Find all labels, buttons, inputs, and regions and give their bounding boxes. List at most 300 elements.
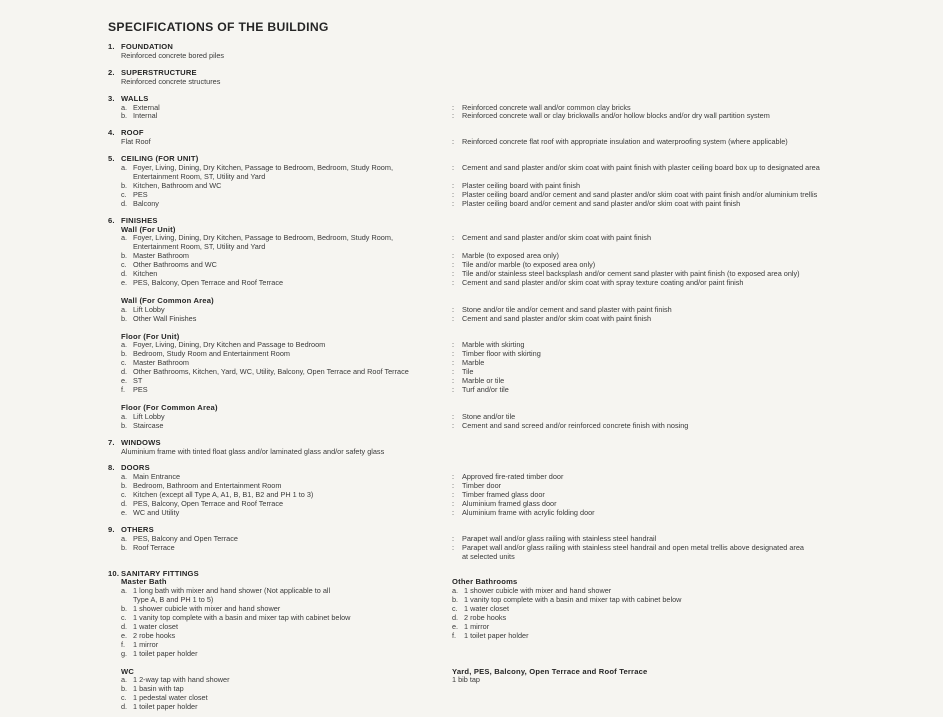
group-heading: Floor (For Unit) xyxy=(121,331,180,341)
item-letter: b. xyxy=(121,684,128,694)
colon: : xyxy=(452,163,455,173)
spec-label-cell xyxy=(121,386,452,395)
colon: : xyxy=(452,137,455,147)
list-item xyxy=(121,632,452,641)
section-title: OTHERS xyxy=(121,524,154,534)
item-letter: a. xyxy=(121,411,128,421)
item-label xyxy=(133,544,452,562)
item-letter: c. xyxy=(121,260,127,270)
item-label-line: Lift Lobby xyxy=(133,411,165,421)
section-finishes xyxy=(108,217,918,431)
page-title: SPECIFICATIONS OF THE BUILDING xyxy=(108,20,329,34)
item-label-line: External xyxy=(133,102,160,112)
item-label-line: Kitchen xyxy=(133,269,158,279)
item-label xyxy=(133,315,452,324)
item-label-line: ST xyxy=(133,376,143,386)
spec-label-cell xyxy=(121,164,452,182)
section-body xyxy=(108,104,918,122)
fittings-row xyxy=(121,578,918,658)
item-value-line: Marble xyxy=(462,358,485,368)
item-label-line: Staircase xyxy=(133,420,164,430)
section-number: 9. xyxy=(108,524,115,534)
section-number: 2. xyxy=(108,67,115,77)
colon: : xyxy=(452,304,455,314)
section-roof xyxy=(108,129,918,147)
section-number: 6. xyxy=(108,215,115,225)
colon: : xyxy=(452,111,455,121)
item-label-line: Lift Lobby xyxy=(133,304,165,314)
spec-page xyxy=(108,20,918,712)
spec-label-cell xyxy=(121,509,452,518)
section-body xyxy=(108,138,918,147)
item-label xyxy=(133,413,452,422)
group-heading: Floor (For Common Area) xyxy=(121,402,218,412)
item-value xyxy=(462,112,918,121)
section-number: 7. xyxy=(108,437,115,447)
item-text-line: 1 mirror xyxy=(464,621,490,631)
item-text xyxy=(133,587,452,605)
section-number: 8. xyxy=(108,463,115,473)
spec-label-cell xyxy=(121,182,452,191)
item-value-line: Aluminium framed glass door xyxy=(462,499,557,509)
item-label-line: Bedroom, Study Room and Entertainment Room xyxy=(133,349,290,359)
colon: : xyxy=(452,251,455,261)
item-letter: c. xyxy=(121,358,127,368)
item-label-line: PES xyxy=(133,189,148,199)
colon: : xyxy=(452,102,455,112)
colon: : xyxy=(452,277,455,287)
item-label xyxy=(133,422,452,431)
group-heading: WC xyxy=(121,666,135,676)
item-label-line: Entertainment Room, ST, Utility and Yard xyxy=(133,242,266,252)
section-number: 1. xyxy=(108,42,115,51)
item-value xyxy=(462,386,918,395)
item-label-line: Master Bathroom xyxy=(133,251,189,261)
colon: : xyxy=(452,385,455,394)
item-letter: b. xyxy=(121,111,128,121)
colon: : xyxy=(452,313,455,323)
item-label xyxy=(133,261,452,270)
spec-row xyxy=(121,315,918,324)
colon: : xyxy=(452,233,455,243)
item-letter: b. xyxy=(452,595,459,605)
section-title: FOUNDATION xyxy=(121,42,174,51)
item-value xyxy=(462,473,918,482)
spec-row xyxy=(121,509,918,518)
spec-label-cell xyxy=(121,104,452,113)
item-text xyxy=(464,614,918,623)
item-text xyxy=(464,623,918,632)
item-letter: d. xyxy=(121,499,128,509)
colon: : xyxy=(452,472,455,482)
colon: : xyxy=(452,420,455,430)
item-value-line: Tile xyxy=(462,367,474,377)
section-sanitary-fittings xyxy=(108,570,918,713)
colon: : xyxy=(452,358,455,368)
item-label-line: Other Bathrooms, Kitchen, Yard, WC, Utility, Balcony, Open Terrace and Roof Terrace xyxy=(133,367,409,377)
spec-label-cell xyxy=(121,315,452,324)
group-heading: Other Bathrooms xyxy=(452,577,518,587)
item-letter: f. xyxy=(452,630,457,640)
spec-label-cell xyxy=(121,368,452,377)
section-body xyxy=(108,52,918,61)
item-letter: b. xyxy=(121,180,128,190)
item-letter: b. xyxy=(121,420,128,430)
wc-block xyxy=(121,668,452,713)
item-label-line: Foyer, Living, Dining, Dry Kitchen, Passage to Bedroom, Bedroom, Study Room, xyxy=(133,233,393,243)
item-value-line: Parapet wall and/or glass railing with stainless steel handrail and open metal trellis above designated area xyxy=(462,542,804,552)
item-value xyxy=(462,359,918,368)
item-value-line: Tile and/or marble (to exposed area only) xyxy=(462,260,596,270)
spec-row xyxy=(121,279,918,288)
section-doors xyxy=(108,464,918,517)
item-text xyxy=(133,623,452,632)
item-letter: c. xyxy=(121,490,127,500)
item-letter: d. xyxy=(121,621,128,631)
other-bathrooms-block xyxy=(452,578,918,658)
item-text xyxy=(133,632,452,641)
item-value xyxy=(462,544,918,562)
item-letter: d. xyxy=(121,198,128,208)
section-title: SUPERSTRUCTURE xyxy=(121,67,197,77)
item-value xyxy=(462,377,918,386)
item-letter: a. xyxy=(121,340,128,350)
item-value-line: Cement and sand screed and/or reinforced concrete finish with nosing xyxy=(462,420,689,430)
item-letter: a. xyxy=(452,586,459,596)
item-letter: d. xyxy=(121,702,128,712)
item-text-line: 1 toilet paper holder xyxy=(133,648,198,658)
spec-row xyxy=(121,377,918,386)
item-value-line: Cement and sand plaster and/or skim coat with paint finish xyxy=(462,313,652,323)
spec-row xyxy=(121,368,918,377)
item-label-line: PES, Balcony, Open Terrace and Roof Terrace xyxy=(133,499,284,509)
item-text xyxy=(464,605,918,614)
section-heading xyxy=(108,69,918,78)
section-title: ROOF xyxy=(121,128,144,138)
spec-row xyxy=(121,112,918,121)
section-title: CEILING (FOR UNIT) xyxy=(121,154,199,164)
group-heading: Wall (For Unit) xyxy=(121,224,176,234)
item-label-line: Balcony xyxy=(133,198,159,208)
section-body xyxy=(108,164,918,209)
item-letter: c. xyxy=(121,613,127,623)
colon: : xyxy=(452,367,455,377)
item-label-line: PES, Balcony, Open Terrace and Roof Terrace xyxy=(133,277,284,287)
item-text-line: 1 water closet xyxy=(133,621,179,631)
group-heading: Master Bath xyxy=(121,577,167,587)
item-text-line: 2 robe hooks xyxy=(133,630,176,640)
item-label-line: Foyer, Living, Dining, Dry Kitchen, Passage to Bedroom, Bedroom, Study Room, xyxy=(133,163,393,173)
spec-row xyxy=(121,350,918,359)
item-letter: a. xyxy=(121,533,128,543)
section-superstructure xyxy=(108,69,918,87)
item-letter: f. xyxy=(121,639,126,649)
item-value xyxy=(462,509,918,518)
item-label xyxy=(133,200,452,209)
item-value xyxy=(462,368,918,377)
item-letter: e. xyxy=(452,621,459,631)
spec-row xyxy=(121,544,918,562)
item-letter: a. xyxy=(121,675,128,685)
item-letter: c. xyxy=(121,189,127,199)
item-value-line: Marble or tile xyxy=(462,376,505,386)
item-label-line: Master Bathroom xyxy=(133,358,189,368)
item-value xyxy=(462,350,918,359)
section-body xyxy=(108,226,918,431)
item-label-line: Internal xyxy=(133,111,158,121)
section-heading xyxy=(108,217,918,226)
item-text-line: 1 mirror xyxy=(133,639,159,649)
item-value-line: Aluminium frame with acrylic folding door xyxy=(462,507,595,517)
item-letter: a. xyxy=(121,304,128,314)
spec-label-cell xyxy=(121,234,452,252)
item-text xyxy=(133,703,452,712)
section-text: Reinforced concrete structures xyxy=(121,76,221,86)
item-label: Flat Roof xyxy=(121,137,151,147)
list-item xyxy=(452,596,918,605)
item-value-line: Timber framed glass door xyxy=(462,490,545,500)
item-label xyxy=(133,104,452,113)
item-text xyxy=(464,596,918,605)
yard-text: 1 bib tap xyxy=(452,675,480,685)
colon: : xyxy=(452,349,455,359)
item-value-line: Plaster ceiling board with paint finish xyxy=(462,180,581,190)
section-number: 3. xyxy=(108,93,115,103)
item-text-line: 1 pedestal water closet xyxy=(133,693,208,703)
section-number: 4. xyxy=(108,128,115,138)
colon: : xyxy=(452,376,455,386)
item-letter: a. xyxy=(121,233,128,243)
item-letter: a. xyxy=(121,163,128,173)
item-letter: b. xyxy=(121,604,128,614)
section-number: 5. xyxy=(108,154,115,164)
item-value-line: Stone and/or tile and/or cement and sand plaster with paint finish xyxy=(462,304,672,314)
item-letter: b. xyxy=(121,251,128,261)
colon: : xyxy=(452,481,455,491)
item-text-line: 1 shower cubicle with mixer and hand shower xyxy=(133,604,281,614)
item-text-line: 1 long bath with mixer and hand shower (Not applicable to all xyxy=(133,586,331,596)
list-item xyxy=(452,605,918,614)
item-label-line: Kitchen (except all Type A, A1, B, B1, B2 and PH 1 to 3) xyxy=(133,490,314,500)
item-value-line: Parapet wall and/or glass railing with stainless steel handrail xyxy=(462,533,657,543)
item-text-line: 1 vanity top complete with a basin and mixer tap with cabinet below xyxy=(133,613,351,623)
section-text: Reinforced concrete bored piles xyxy=(121,50,225,60)
item-text-line: Type A, B and PH 1 to 5) xyxy=(133,595,214,605)
item-text xyxy=(133,614,452,623)
item-label xyxy=(133,112,452,121)
item-value-line: Marble (to exposed area only) xyxy=(462,251,559,261)
item-text xyxy=(464,632,918,641)
section-title: WALLS xyxy=(121,93,149,103)
item-value-line: Reinforced concrete wall or clay brickwalls and/or hollow blocks and/or dry wall partition system xyxy=(462,111,770,121)
colon: : xyxy=(452,180,455,190)
item-value xyxy=(462,422,918,431)
item-letter: d. xyxy=(452,613,459,623)
item-label-line: Roof Terrace xyxy=(133,542,175,552)
spec-label-cell xyxy=(121,544,452,562)
section-title: SANITARY FITTINGS xyxy=(121,568,199,578)
colon: : xyxy=(452,189,455,199)
spec-label-cell xyxy=(121,138,452,147)
item-text-line: 1 shower cubicle with mixer and hand shower xyxy=(464,586,612,596)
section-ceiling-for-unit xyxy=(108,155,918,208)
item-value-line: Cement and sand plaster and/or skim coat with paint finish xyxy=(462,233,652,243)
item-text-line: 1 basin with tap xyxy=(133,684,184,694)
spec-label-cell xyxy=(121,261,452,270)
list-item xyxy=(121,587,452,605)
section-number: 10. xyxy=(108,568,120,578)
spec-label-cell xyxy=(121,377,452,386)
group-heading: Yard, PES, Balcony, Open Terrace and Roof Terrace xyxy=(452,666,648,676)
item-label xyxy=(133,368,452,377)
colon: : xyxy=(452,499,455,509)
list-item xyxy=(452,632,918,641)
section-title: DOORS xyxy=(121,463,150,473)
item-label xyxy=(133,386,452,395)
item-label-line: Foyer, Living, Dining, Dry Kitchen and Passage to Bedroom xyxy=(133,340,326,350)
item-label-line: Other Bathrooms and WC xyxy=(133,260,217,270)
list-item xyxy=(452,614,918,623)
item-letter: a. xyxy=(121,102,128,112)
list-item xyxy=(121,703,452,712)
item-letter: c. xyxy=(121,693,127,703)
item-value-line: Cement and sand plaster and/or skim coat with spray texture coating and/or paint finish xyxy=(462,277,744,287)
colon: : xyxy=(452,260,455,270)
item-label xyxy=(133,191,452,200)
item-label-line: Kitchen, Bathroom and WC xyxy=(133,180,222,190)
section-title: WINDOWS xyxy=(121,437,161,447)
section-body xyxy=(108,578,918,712)
item-value-line: Plaster ceiling board and/or cement and sand plaster and/or skim coat with paint finish xyxy=(462,198,741,208)
section-body xyxy=(108,473,918,518)
section-text: Aluminium frame with tinted float glass and/or laminated glass and/or safety glass xyxy=(121,446,385,456)
spec-label-cell xyxy=(121,413,452,422)
item-text-line: 1 toilet paper holder xyxy=(464,630,529,640)
item-value xyxy=(462,234,918,252)
spec-label-cell xyxy=(121,422,452,431)
spec-label-cell xyxy=(121,112,452,121)
spec-row xyxy=(121,386,918,395)
colon: : xyxy=(452,542,455,552)
item-text xyxy=(133,650,452,659)
item-letter: c. xyxy=(452,604,458,614)
item-value xyxy=(462,200,918,209)
item-label xyxy=(133,182,452,191)
fittings-row xyxy=(121,668,918,713)
item-value-line: Timber floor with skirting xyxy=(462,349,541,359)
section-title: FINISHES xyxy=(121,215,158,225)
spec-label-cell xyxy=(121,191,452,200)
spec-row xyxy=(121,138,918,147)
section-body xyxy=(108,535,918,562)
item-label-line: Main Entrance xyxy=(133,472,181,482)
colon: : xyxy=(452,269,455,279)
group-heading: Wall (For Common Area) xyxy=(121,295,214,305)
spec-label-cell xyxy=(121,200,452,209)
item-label-line: PES, Balcony and Open Terrace xyxy=(133,533,238,543)
item-label-line: Bedroom, Bathroom and Entertainment Room xyxy=(133,481,282,491)
section-body xyxy=(108,78,918,87)
spec-row xyxy=(121,234,918,252)
item-letter: f. xyxy=(121,385,126,394)
item-value-line: Marble with skirting xyxy=(462,340,525,350)
item-label xyxy=(133,500,452,509)
item-value-line: Reinforced concrete wall and/or common clay bricks xyxy=(462,102,631,112)
item-letter: g. xyxy=(121,648,128,658)
item-letter: e. xyxy=(121,277,128,287)
item-value: Reinforced concrete flat roof with appropriate insulation and waterproofing system (where applicable) xyxy=(462,137,788,147)
item-value-line: at selected units xyxy=(462,551,515,561)
section-walls xyxy=(108,95,918,122)
section-others xyxy=(108,526,918,562)
item-value-line: Timber door xyxy=(462,481,502,491)
colon: : xyxy=(452,340,455,350)
item-letter: b. xyxy=(121,542,128,552)
item-letter: d. xyxy=(121,367,128,377)
item-value xyxy=(462,279,918,288)
yard-block xyxy=(452,668,918,713)
item-letter: b. xyxy=(121,481,128,491)
finish-group xyxy=(121,404,918,431)
item-text-line: 1 water closet xyxy=(464,604,510,614)
item-label-line: WC and Utility xyxy=(133,507,180,517)
item-letter: e. xyxy=(121,630,128,640)
item-value-line: Cement and sand plaster and/or skim coat with paint finish with plaster ceiling board box up to designated area xyxy=(462,163,820,173)
item-label xyxy=(133,509,452,518)
item-label xyxy=(133,279,452,288)
item-text-line: 1 toilet paper holder xyxy=(133,702,198,712)
section-heading xyxy=(108,43,918,52)
item-value xyxy=(462,164,918,182)
item-value-line: Plaster ceiling board and/or cement and sand plaster and/or skim coat with paint finish and/or aluminium trellis xyxy=(462,189,818,199)
item-label-line: Entertainment Room, ST, Utility and Yard xyxy=(133,171,266,181)
item-label-line: PES xyxy=(133,385,148,394)
section-body xyxy=(108,448,918,457)
spec-content xyxy=(108,43,918,712)
item-value-line: Turf and/or tile xyxy=(462,385,509,394)
item-text-line: 1 vanity top complete with a basin and mixer tap with cabinet below xyxy=(464,595,682,605)
colon: : xyxy=(452,198,455,208)
item-letter: a. xyxy=(121,586,128,596)
item-value-line: Tile and/or stainless steel backsplash and/or cement sand plaster with paint finish (to exposed area only) xyxy=(462,269,800,279)
colon: : xyxy=(452,533,455,543)
section-windows xyxy=(108,439,918,457)
master-bath-block xyxy=(121,578,452,658)
item-value xyxy=(462,315,918,324)
section-foundation xyxy=(108,43,918,61)
item-value-line: Approved fire-rated timber door xyxy=(462,472,564,482)
item-letter: b. xyxy=(121,349,128,359)
item-label xyxy=(133,234,452,252)
spec-row xyxy=(121,422,918,431)
item-text-line: 2 robe hooks xyxy=(464,613,507,623)
item-value-line: Stone and/or tile xyxy=(462,411,516,421)
item-letter: e. xyxy=(121,507,128,517)
item-letter: d. xyxy=(121,269,128,279)
list-item xyxy=(121,650,452,659)
colon: : xyxy=(452,490,455,500)
item-label xyxy=(133,535,452,544)
finish-group xyxy=(121,226,918,288)
item-label xyxy=(133,164,452,182)
item-letter: a. xyxy=(121,472,128,482)
colon: : xyxy=(452,411,455,421)
spec-row xyxy=(121,200,918,209)
item-letter: b. xyxy=(121,313,128,323)
spec-label-cell xyxy=(121,279,452,288)
spec-row xyxy=(121,164,918,182)
colon: : xyxy=(452,507,455,517)
